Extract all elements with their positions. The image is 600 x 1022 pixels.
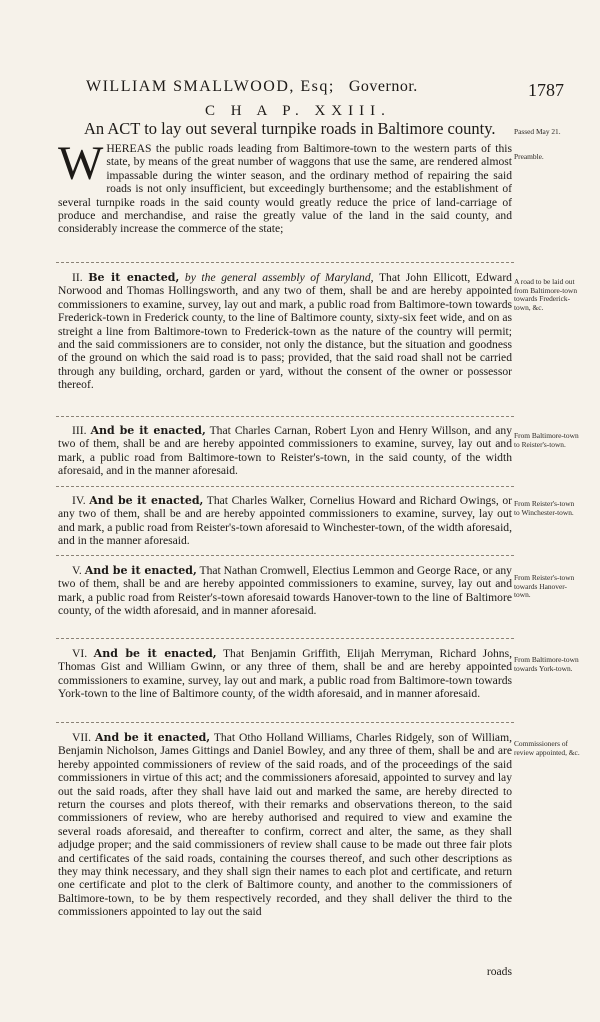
section-divider <box>56 638 514 639</box>
running-head <box>86 78 516 96</box>
margin-note-section-2: A road to be laid out from Baltimore-town towards Frederick-town, &c. <box>514 277 578 312</box>
section-2-number: II. <box>72 271 83 284</box>
catchword: roads <box>486 965 512 978</box>
section-6-number: VI. <box>72 647 88 660</box>
preamble-paragraph <box>58 137 512 236</box>
drop-cap: W <box>58 137 104 190</box>
section-divider <box>56 416 514 417</box>
section-3-number: III. <box>72 424 87 437</box>
margin-note-section-4: From Reister's-town to Winchester-town. <box>514 499 575 517</box>
section-7 <box>58 731 512 919</box>
act-title: An ACT to lay out several turnpike roads in Baltimore county. <box>84 119 496 138</box>
section-2-authority: by the general assembly of Maryland, <box>184 271 374 284</box>
running-head-title: Governor. <box>348 78 418 95</box>
section-3-text: That Charles Carnan, Robert Lyon and Henry Willson, and any two of them, shall be and are hereby appointed commissioners to examine, survey, lay out and mark, a public road from Baltimore-town to Reister's-town, in the said county, of the width aforesaid, and in the manner aforesaid. <box>58 424 512 478</box>
section-divider <box>56 262 514 263</box>
margin-note-section-7: Commissioners of review appointed, &c. <box>514 739 580 757</box>
margin-note-preamble: Preamble. <box>514 152 544 161</box>
section-divider <box>56 722 514 723</box>
section-3 <box>58 424 512 478</box>
section-4 <box>58 494 512 548</box>
section-6 <box>58 647 512 701</box>
section-2-enacting: Be it enacted, <box>88 271 180 284</box>
section-4-enacting: And be it enacted, <box>89 494 204 507</box>
page-number: 1787 <box>528 80 564 100</box>
margin-note-section-6: From Baltimore-town towards York-town. <box>514 655 579 673</box>
section-5 <box>58 564 512 618</box>
section-7-enacting: And be it enacted, <box>94 731 211 744</box>
section-2 <box>58 271 512 392</box>
section-divider <box>56 555 514 556</box>
margin-note-passed: Passed May 21. <box>514 127 561 136</box>
section-7-number: VII. <box>72 731 91 744</box>
section-6-text: That Benjamin Griffith, Elijah Merryman, Richard Johns, Thomas Gist and William Gwinn, or any three of them, shall be and are hereby appointed commissioners to examine, survey, lay out and mark, a public road from Baltimore-town towards York-town to the line of Baltimore county, of the width aforesaid, and in manner aforesaid. <box>58 647 512 701</box>
section-5-enacting: And be it enacted, <box>84 564 197 577</box>
margin-note-section-3: From Baltimore-town to Reister's-town. <box>514 431 579 449</box>
section-6-enacting: And be it enacted, <box>93 647 217 660</box>
section-4-text: That Charles Walker, Cornelius Howard and Richard Owings, or any two of them, shall be and are hereby appointed commissioners to examine, survey, lay out and mark, a public road from Reister's-town aforesaid to Winchester-town, of the width aforesaid, and in the manner aforesaid. <box>58 494 512 548</box>
chapter-heading: C H A P. XXIII. <box>205 103 391 119</box>
section-5-number: V. <box>72 564 82 577</box>
running-head-name: WILLIAM SMALLWOOD, Esq; <box>86 78 335 95</box>
section-5-text: That Nathan Cromwell, Electius Lemmon and George Race, or any two of them, shall be and are hereby appointed commissioners to examine, survey, lay out and mark, a public road from Reister's-town aforesaid towards Hanover-town to the line of Baltimore county, of the width aforesaid, and in manner aforesaid. <box>58 564 512 618</box>
section-3-enacting: And be it enacted, <box>90 424 206 437</box>
margin-note-section-5: From Reister's-town towards Hanover-town. <box>514 573 575 600</box>
section-4-number: IV. <box>72 494 86 507</box>
section-7-text: That Otho Holland Williams, Charles Ridgely, son of William, Benjamin Nicholson, James Gittings and Daniel Bowley, and any three of them, shall be and are hereby appointed commissioners of review of the said roads, and of the proceedings of the said commissioners in virtue of this act; and the commissioners aforesaid, appointed to survey and lay out the said roads, after they shall have laid out and marked the same, are hereby directed to return the courses and plots thereof, with their remarks and observations thereon, to the said commissioners of review, who are hereby authorised and required to view and examine the several roads aforesaid, and thereafter to confirm, correct and alter, the same, as they shall adjudge proper; and the said commissioners of review shall cause to be made out three fair plots and certificates of the said roads, containing the courses thereof, and such other descriptions as they may think necessary, and they shall sign their names to each plot and certificate, and return one certificate and plot to the clerk of Baltimore county, and another to the commissioners of Baltimore-town, to be by them respectively recorded, and they shall deliver the third to the commissioners appointed to lay out the said <box>58 731 512 919</box>
section-divider <box>56 486 514 487</box>
preamble-text: HEREAS the public roads leading from Baltimore-town to the western parts of this state, by means of the great number of waggons that use the same, are rendered almost impassable during the winter season, and the ordinary method of repairing the said roads is not only insufficient, but exceedingly burthensome; and the establishment of several turnpike roads in the said county would greatly reduce the price of land-carriage of produce and merchandise, and raise the greatly value of the land in the said county, and considerably increase the commerce of the state; <box>58 142 512 236</box>
section-2-text: That John Ellicott, Edward Norwood and Thomas Hollingsworth, and any two of them, shall be and are hereby appointed commissioners to examine, survey, lay out and mark, a public road from Baltimore-town towards Frederick-town in Frederick county, to the line of Baltimore county, sixty-six feet wide, and on as streight a line from Baltimore-town to Frederick-town as the nature of the country will permit; and the said commissioners are to consider, not only the distance, but the situation and goodness of the ground on which the said road is to pass; provided, that the said road shall not be carried through any building, orchard, garden or yard, without the consent of the owner or possessor thereof. <box>58 271 512 392</box>
